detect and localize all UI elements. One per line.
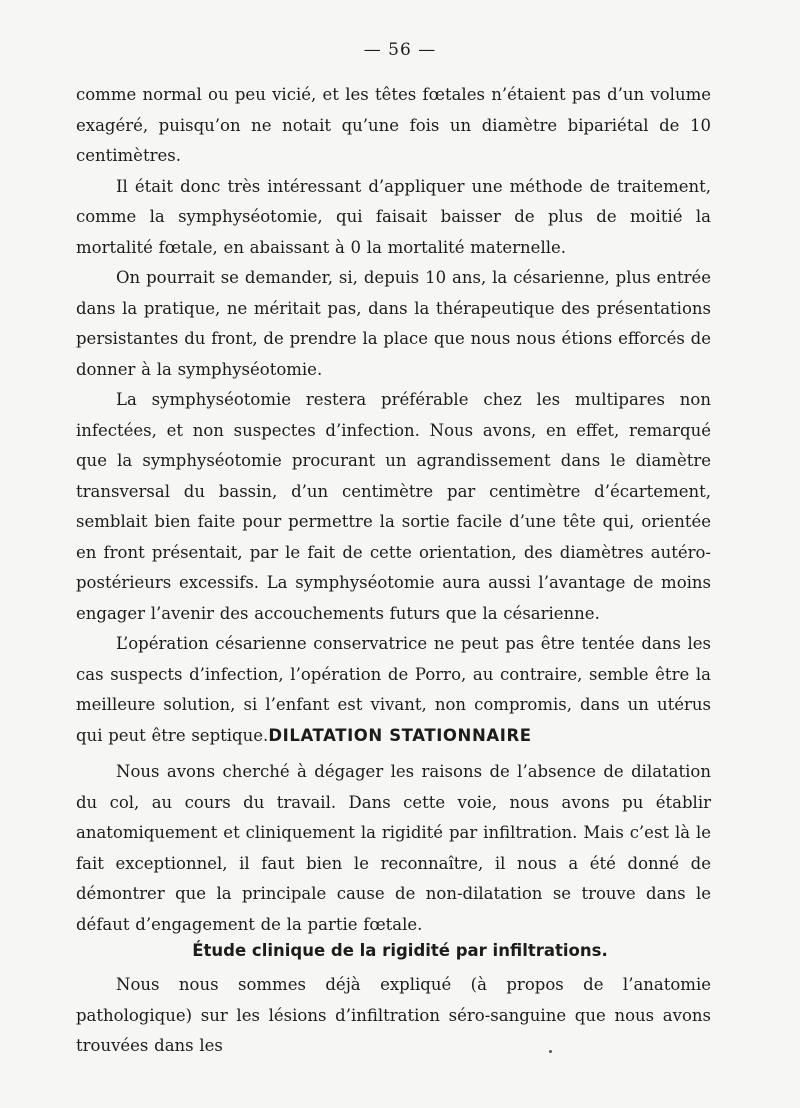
paragraph: La symphyséotomie restera préférable chez les multipares non infectées, et non suspectes d’infection. Nous avons, en effet, remarqué que la symphyséotomie procurant un agrandissement dans le diamètre transversal du bassin, d’un centimètre par centimètre d’écartement, semblait bien faite pour permettre la sortie facile d’une tête qui, orientée en front présentait, par le fait de cette orientation, des diamètres autéro-postérieurs excessifs. La symphyséotomie aura aussi l’avantage de moins engager l’avenir des accouchements futurs que la césarienne.	[76, 390, 711, 623]
paragraph: On pourrait se demander, si, depuis 10 ans, la césarienne, plus entrée dans la pratique, ne méritait pas, dans la thérapeutique des présentations persistantes du front, de prendre la place que nous nous étions efforcés de donner à la symphyséotomie.	[76, 268, 711, 379]
paragraph: Il était donc très intéressant d’appliquer une méthode de traitement, comme la symphyséotomie, qui faisait baisser de plus de moitié la mortalité fœtale, en abaissant à 0 la mortalité maternelle.	[76, 176, 711, 257]
text-block-middle	[76, 757, 711, 940]
section-heading: DILATATION STATIONNAIRE	[268, 726, 532, 745]
paragraph: L’opération césarienne conservatrice ne peut pas être tentée dans les cas suspects d’infection, l’opération de Porro, au contraire, semble être la meilleure solution, si l’enfant est vivant, non compromis, dans un utérus qui peut être septique.	[76, 634, 711, 745]
paragraph: Nous avons cherché à dégager les raisons de l’absence de dilatation du col, au cours du travail. Dans cette voie, nous avons pu établir anatomiquement et cliniquement la rigidité par infiltration. Mais c’est là le fait exceptionnel, il faut bien le reconnaître, il nous a été donné de démontrer que la principale cause de non-dilatation se trouve dans le défaut d’engagement de la partie fœtale.	[76, 762, 711, 934]
paragraph: comme normal ou peu vicié, et les têtes fœtales n’étaient pas d’un volume exagéré, puisqu’on ne notait qu’une fois un diamètre bipariétal de 10 centimètres.	[76, 85, 711, 165]
print-speck	[549, 1050, 552, 1053]
paragraph: Nous nous sommes déjà expliqué (à propos de l’anatomie pathologique) sur les lésions d’infiltration séro-sanguine que nous avons trouvées dans les	[76, 975, 711, 1055]
text-block-bottom	[76, 970, 711, 1062]
text-block-top	[76, 80, 711, 751]
subsection-heading: Étude clinique de la rigidité par infiltrations.	[192, 941, 608, 960]
page-number: — 56 —	[363, 40, 437, 60]
